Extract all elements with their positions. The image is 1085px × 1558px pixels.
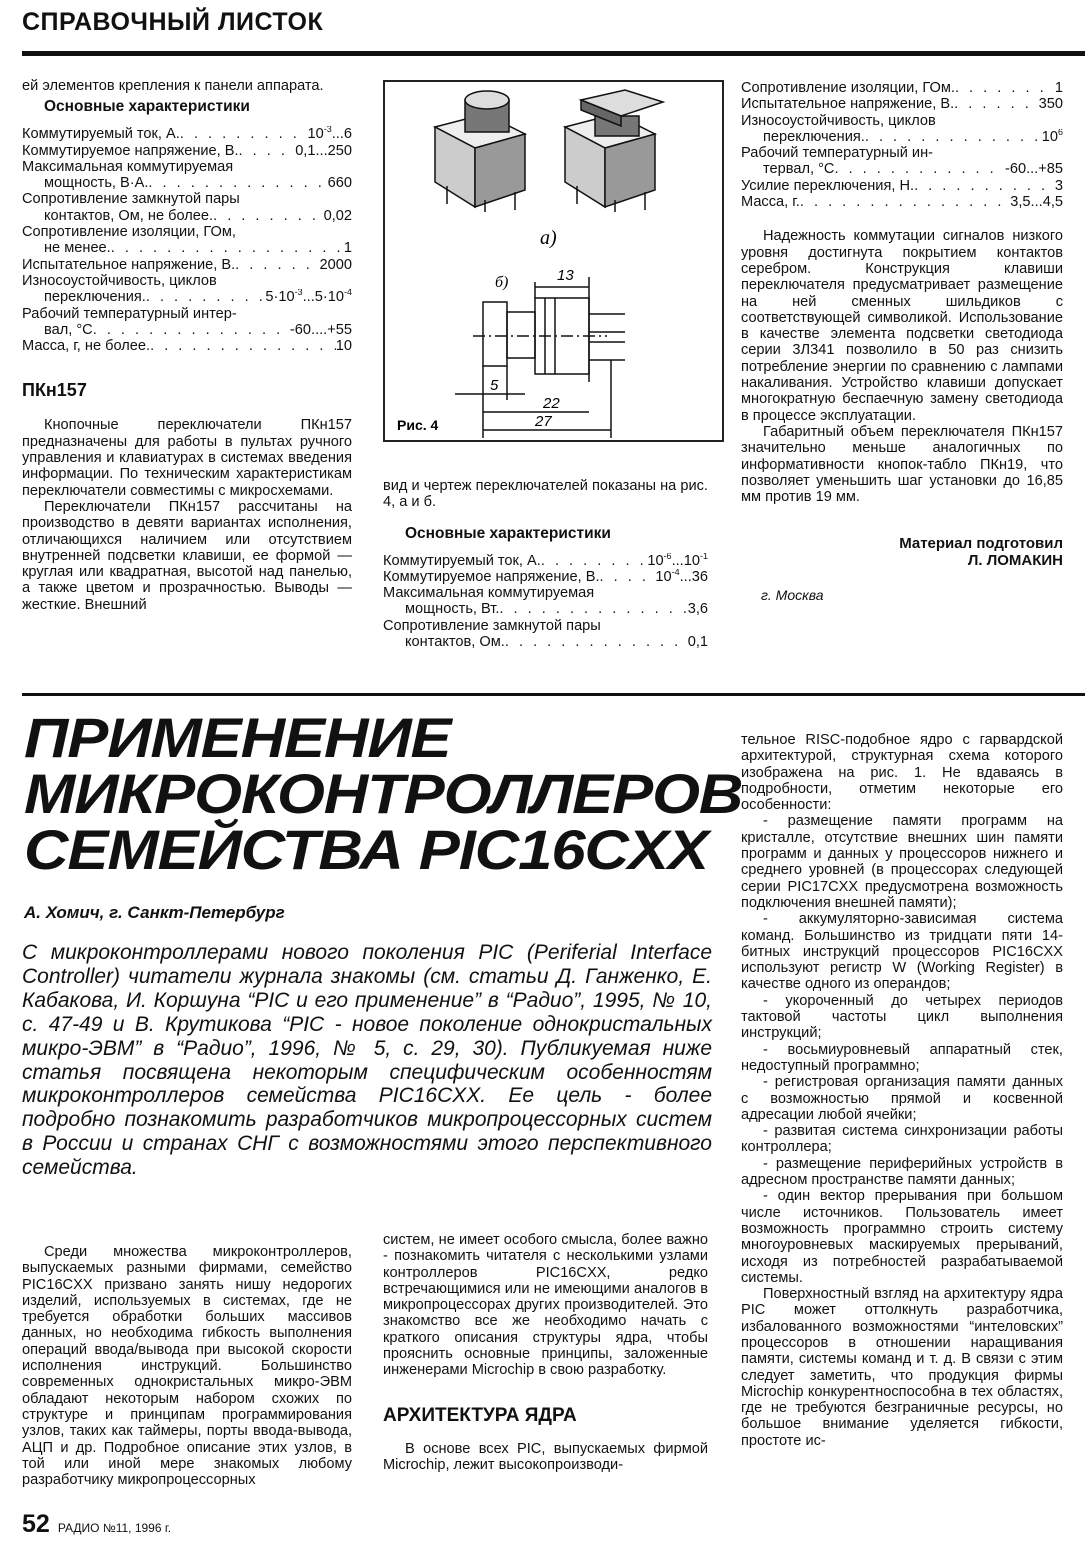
figure-4 <box>383 80 724 442</box>
leader-dots <box>150 338 336 354</box>
specs-heading: Основные характеристики <box>44 98 250 116</box>
spec-value: 0,02 <box>323 207 352 224</box>
feature-item: - аккумуляторно-зависимая система команд. Большинство из тридцати пяти 14-битных инструкций процессоров PIC16CXX используют регистр W (Working Register) в качестве одного из операндов; <box>741 911 1063 993</box>
page-number: 52 <box>22 1510 50 1538</box>
article-title <box>24 706 743 881</box>
spec-value: 3,6 <box>687 601 708 618</box>
feature-item: - развитая система синхронизации работы контроллера; <box>741 1123 1063 1156</box>
leader-dots <box>955 80 1055 96</box>
spec-label: Сопротивление замкнутой пары <box>22 191 240 208</box>
leader-dots <box>914 178 1055 194</box>
spec-label: Коммутируемое напряжение, В. <box>383 568 600 585</box>
paragraph: Среди множества микроконтроллеров, выпускаемых разными фирмами, семейство PIC16CXX призвано занять нишу недорогих изделий, используемых в системах, где не требуется обработки больших массивов данных, но необходима гибкость выполнения операций ввода/вывода при высокой скорости исполнения инструкций. Большинство современных однокристальных микро-ЭВМ обладают некоторым набором схожих по структуре и принципам программирования узлов, таких как таймеры, порты ввода-вывода, АЦП и др. Подробное описание этих узлов, в той или иной мере знакомых любому разработчику микропроцессорных <box>22 1244 352 1489</box>
spec-value: 1 <box>343 240 352 257</box>
spec-label: вал, °С <box>44 321 93 338</box>
spec-label: Коммутируемый ток, А. <box>383 552 541 569</box>
top-column-2 <box>383 478 708 650</box>
feature-item: - размещение памяти программ на кристалле, отсутствие внешних шин памяти программ и данных у процессоров нижнего и среднего уровней (в процессорах следующей серии PIC17CXX предусмотрена возможность подключения внешней памяти); <box>741 813 1063 911</box>
spec-value: 3,5...4,5 <box>1010 194 1063 211</box>
spec-label: Усилие переключения, Н. <box>741 177 915 194</box>
dimension-5: 5 <box>490 377 499 394</box>
round-switch-icon <box>435 91 525 212</box>
spec-value: 2000 <box>319 256 352 273</box>
pkn157-text <box>22 417 352 613</box>
spec-label: контактов, Ом, не более. <box>44 207 214 224</box>
dimension-13: 13 <box>557 267 574 284</box>
paragraph: Надежность коммутации сигналов низкого уровня достигнута покрытием контактов серебром. Конструкция клавиши переключателя предусматривает размещение на ней сменных шильдиков с соответствующей символикой. Использование в качестве элемента подсветки светодиода серии 3Л341 позволило в 50 раз снизить потребление энергии по сравнению с лампами накаливания. Устройство клавиши допускает многократную беспаечную замену светодиода в процессе эксплуатации. <box>741 228 1063 424</box>
figure-caption: Рис. 4 <box>397 417 439 433</box>
spec-label: мощность, Вт. <box>405 601 500 618</box>
spec-label: Испытательное напряжение, В. <box>22 256 236 273</box>
section-divider <box>22 693 1085 696</box>
leader-dots <box>499 601 687 617</box>
spec-label: Рабочий температурный ин- <box>741 145 934 162</box>
spec-row <box>22 257 352 273</box>
article-lead: С микроконтроллерами нового поколения PIC (Periferial Interface Controller) читатели журнала знакомы (см. статьи Д. Ганженко, Е. Кабакова, И. Коршуна “PIC и его применение” в “Радио”, 1995, № 10, с. 47-49 и В. Крутикова “PIC - новое поколение однокристальных микро-ЭВМ” в “Радио”, 1996, № 5, с. 29, 30). Публикуемая ниже статья посвящена некоторым специфическим особенностям микроконтроллеров семейства PIC16CXX. Ее цель - более подробно познакомить разработчиков микропроцессорных систем в России и странах СНГ с возможностями этого перспективного семейства. <box>22 941 712 1180</box>
spec-row <box>741 178 1063 194</box>
figure-reference-text: вид и чертеж переключателей показаны на рис. 4, а и б. <box>383 478 708 511</box>
leader-dots <box>148 175 327 191</box>
spec-label: Максимальная коммутируемая <box>383 585 595 602</box>
spec-label: переключения. <box>763 128 865 145</box>
spec-label: мощность, В·А. <box>44 175 149 192</box>
leader-dots <box>865 129 1042 145</box>
feature-item: - размещение периферийных устройств в адресном пространстве памяти данных; <box>741 1155 1063 1189</box>
feature-item: - регистровая организация памяти данных с возможностью прямой и косвенной адресации любой ячейки; <box>741 1074 1063 1123</box>
spec-row <box>383 601 708 617</box>
specs-heading-2: Основные характеристики <box>405 524 611 542</box>
spec-row <box>741 80 1063 96</box>
spec-label: переключения. <box>44 289 146 306</box>
city: г. Москва <box>761 587 824 604</box>
intro-text: ей элементов крепления к панели аппарата. <box>22 78 324 94</box>
spec-list-2 <box>383 553 708 651</box>
paragraph: Поверхностный взгляд на архитектуру ядра PIC может оттолкнуть разработчика, избалованного возможностями “интеловских” процессоров в отношении наращивания памяти, системы команд и т. д. В связи с этим следует заметить, что продукция фирмы Microchip конкурентноспособна в тех областях, где не требуются безграничные ресурсы, но большое внимание уделяется гибкости, простоте ис- <box>741 1286 1063 1449</box>
feature-item: - укороченный до четырех периодов тактовой частоты цикл выполнения инструкций; <box>741 992 1063 1042</box>
leader-dots <box>954 96 1038 112</box>
leader-dots <box>505 634 688 650</box>
spec-label: Коммутируемый ток, А. <box>22 126 180 143</box>
switch-drawing <box>385 82 722 440</box>
spec-value: $10^{-3}...6$ <box>307 126 352 143</box>
top-column-1 <box>22 78 352 613</box>
square-switch-icon <box>565 90 663 212</box>
leader-dots <box>600 569 656 585</box>
title-line: ПРИМЕНЕНИЕ <box>24 706 451 769</box>
leader-dots <box>180 126 308 142</box>
spec-row <box>22 338 352 354</box>
label-b: б) <box>495 274 509 291</box>
paragraph: В основе всех PIC, выпускаемых фирмой Microchip, лежит высокопроизводи- <box>383 1440 708 1473</box>
article-column-1 <box>22 1244 352 1488</box>
spec-label: Сопротивление изоляции, ГОм, <box>22 224 236 241</box>
leader-dots <box>146 289 266 305</box>
label-a: а) <box>540 227 557 249</box>
spec-value: 660 <box>327 175 352 192</box>
spec-row <box>22 240 352 256</box>
credit <box>741 535 1063 569</box>
spec-value: $10^{-4}...36$ <box>655 568 708 585</box>
credit-line-1: Материал подготовил <box>899 535 1063 553</box>
leader-dots <box>800 194 1010 210</box>
leader-dots <box>834 161 1005 177</box>
leader-dots <box>541 553 647 569</box>
spec-label: Сопротивление изоляции, ГОм. <box>741 80 955 96</box>
leader-dots <box>213 208 324 224</box>
col3-text <box>741 228 1063 505</box>
dimension-22: 22 <box>543 395 560 412</box>
dimension-27: 27 <box>535 413 552 430</box>
spec-row <box>741 96 1063 112</box>
spec-label: Сопротивление замкнутой пары <box>383 617 601 634</box>
spec-value: $10^6$ <box>1041 128 1063 145</box>
leader-dots <box>93 322 290 338</box>
spec-value: 1 <box>1054 80 1063 96</box>
title-line: СЕМЕЙСТВА PIC16CXX <box>24 818 708 881</box>
paragraph: Переключатели ПКн157 рассчитаны на производство в девяти вариантах исполнения, отличающихся наличием или отсутствием внутренней подсветки клавиши, ее формой — круглая или квадратная, высотой над панелью, а также цветом и прозрачностью. Выводы — жесткие. Внешний <box>22 498 352 613</box>
spec-row <box>22 126 352 142</box>
spec-list <box>22 126 352 354</box>
spec-row <box>741 194 1063 210</box>
spec-label: контактов, Ом. <box>405 634 505 651</box>
spec-label: Испытательное напряжение, В. <box>741 96 955 113</box>
spec-value: 3 <box>1054 177 1063 194</box>
spec-label: Износоустойчивость, циклов <box>741 112 936 129</box>
spec-row <box>22 289 352 305</box>
spec-row <box>22 208 352 224</box>
spec-value: 350 <box>1038 96 1063 113</box>
spec-value: 0,1...250 <box>295 142 352 159</box>
magazine-issue: РАДИО №11, 1996 г. <box>57 1521 172 1535</box>
leader-dots <box>235 257 319 273</box>
spec-row <box>383 569 708 585</box>
spec-row <box>741 161 1063 177</box>
header-rule <box>22 51 1085 56</box>
spec-row <box>383 553 708 569</box>
spec-label: Рабочий температурный интер- <box>22 305 237 322</box>
paragraph: Габаритный объем переключателя ПКн157 значительно меньше аналогичных по информативности кнопок-табло ПКн19, что позволяет уменьшить шаг установки до 16,85 мм против 19 мм. <box>741 423 1063 506</box>
spec-value: 10 <box>335 338 352 355</box>
section-header: СПРАВОЧНЫЙ ЛИСТОК <box>22 8 324 36</box>
feature-item: - один вектор прерывания при большом числе источников. Пользователь имеет возможность программно строить систему многоуровневых маскируемых прерываний, исходя из потребностей разрабатываемой системы. <box>741 1188 1063 1286</box>
spec-row <box>22 175 352 191</box>
section-heading-pkn157: ПКн157 <box>22 380 87 401</box>
spec-label: тервал, °С <box>763 161 835 178</box>
feature-item: - восьмиуровневый аппаратный стек, недоступный программно; <box>741 1041 1063 1074</box>
spec-value: -60....+55 <box>289 321 352 338</box>
spec-row <box>22 143 352 159</box>
spec-value: 0,1 <box>687 634 708 651</box>
section-heading-architecture: АРХИТЕКТУРА ЯДРА <box>383 1404 577 1426</box>
feature-list <box>741 813 1063 1286</box>
article-column-3 <box>741 732 1063 1449</box>
page-footer <box>22 1510 171 1539</box>
spec-value: -60...+85 <box>1004 161 1063 178</box>
spec-label: Износоустойчивость, циклов <box>22 272 217 289</box>
top-column-3 <box>741 80 1063 603</box>
article-author: А. Хомич, г. Санкт-Петербург <box>24 903 285 922</box>
spec-row <box>22 322 352 338</box>
spec-value: $10^{-6}...10^{-1}$ <box>647 552 708 569</box>
spec-label: Масса, г, не более. <box>22 338 151 355</box>
spec-label: Максимальная коммутируемая <box>22 158 234 175</box>
leader-dots <box>111 240 344 256</box>
article-column-2 <box>383 1232 708 1473</box>
spec-list-3 <box>741 80 1063 210</box>
spec-label: Коммутируемое напряжение, В. <box>22 142 239 159</box>
title-line: МИКРОКОНТРОЛЛЕРОВ <box>24 762 743 825</box>
leader-dots <box>239 143 296 159</box>
paragraph: Кнопочные переключатели ПКн157 предназначены для работы в пультах ручного управления и клавиатурах в системах введения информации. По техническим характеристикам переключатели совместимы с микросхемами. <box>22 417 352 499</box>
spec-row <box>741 129 1063 145</box>
spec-label: не менее. <box>44 240 111 257</box>
spec-value: $5\cdot 10^{-3}...5\cdot 10^{-4}$ <box>265 289 352 306</box>
credit-author: Л. ЛОМАКИН <box>967 552 1063 570</box>
spec-label: Масса, г. <box>741 194 800 211</box>
spec-row <box>383 634 708 650</box>
paragraph: систем, не имеет особого смысла, более важно - познакомить читателя с несколькими узлами контроллеров PIC16CXX, редко встречающимися или не имеющими аналогов в микропроцессорах других производителей. Это знакомство все же необходимо начать с краткого описания структуры ядра, чтобы прояснить основные принципы, заложенные инженерами Microchip в свою разработку. <box>383 1232 708 1379</box>
paragraph: тельное RISC-подобное ядро с гарвардской архитектурой, структурная схема которого изображена на рис. 1. Не вдаваясь в подробности, отметим некоторые его особенности: <box>741 732 1063 814</box>
